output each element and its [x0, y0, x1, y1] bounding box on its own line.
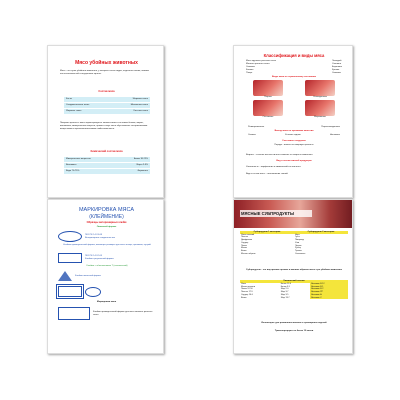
stamp-sample-triangle [58, 271, 156, 281]
table-cell: Сердце 16.0 [241, 293, 253, 296]
state-title: Виды мяса по термическому состоянию [272, 76, 316, 78]
meat-photo-label: Парное [264, 96, 272, 98]
tenderness-title: Состояние тендерное [282, 140, 306, 142]
quality-item: Несвежее [329, 134, 340, 136]
table-cell: Губы [295, 236, 300, 239]
table-cell: Ноги [295, 233, 300, 236]
quality-item: Свежее [248, 134, 256, 136]
meat-photo-label: Мороженое [314, 115, 326, 118]
table-cell: Язык [241, 282, 246, 285]
tenderness-text: Порода - влияет на пищевую ценность [274, 144, 314, 146]
offal-transport-note: Транспортируют не более 12 часов [274, 330, 314, 332]
table-cell: Витамин С [310, 297, 348, 300]
type-item: Конина [246, 68, 254, 71]
table-cell: Печень [241, 236, 249, 239]
chem-row [64, 163, 150, 168]
tissue-table [60, 96, 154, 115]
extra-states [248, 126, 340, 129]
table-cell: Белок 13.4 [280, 282, 292, 285]
meat-photo-row [248, 80, 340, 99]
stamp-sample-rect [58, 253, 156, 263]
tissue-row [64, 103, 150, 108]
types-columns [246, 60, 342, 75]
poster3-caption: Образцы ветеринарных клейм [86, 221, 127, 224]
table-cell: Рубец [295, 247, 301, 250]
meat-photo [305, 100, 335, 116]
poster1-nutrition-text: Пищевая ценность мяса характеризуется количеством и составом белков, жиров, витаминов, минеральных веществ, аромат и вкус мяса обусловлены экстрактивными веществами и органолептическими свойствами мяса. [60, 122, 148, 130]
chem-table [60, 156, 154, 175]
poster-meat-offal [233, 199, 353, 354]
table-cell: Мясная обрезь [241, 252, 256, 255]
table-cell: Язык говяжий [241, 233, 255, 236]
offal-use-note: Используют для розничных мясных и кулинарных изделий [261, 322, 327, 324]
table-cell: Почки 12.50 [241, 288, 253, 291]
tissue-cell: Мышечная ткань [130, 103, 148, 106]
meat-photo [253, 100, 283, 116]
meat-photo-label: Охлажденное [312, 96, 328, 98]
table-cell: Диафрагма [241, 239, 253, 242]
meat-photo-row [248, 100, 340, 119]
footnote-tissue-ratio: Вид и состав мяса - соотношение тканей [246, 173, 288, 175]
chem-cell: Ферменты [137, 169, 148, 172]
stamp-bottom-label: Маркировка мяса [96, 301, 117, 303]
meat-photo [253, 80, 283, 96]
table-row [240, 253, 348, 256]
table-cell: Трахея [295, 250, 302, 253]
types-col-left [246, 60, 276, 75]
poster-meat-classification [233, 45, 353, 198]
table-cell: Почки [241, 244, 247, 247]
poster2-title: Классификация и виды мяса [263, 53, 325, 58]
stamp-line: Ветеринарное свидетельство [85, 236, 116, 239]
table-cell: Жир 2.0 [280, 288, 289, 291]
offal-col-header: Субпродукты 1 категории [253, 231, 281, 233]
poster4-title: МЯСНЫЕ СУБПРОДУКТЫ [240, 210, 312, 217]
offal-category-note: Субпродукты - это внутренние органы и мясные обрезки части туш убойных животных [245, 269, 343, 271]
quality-title: Выход мяса по признакам качества [274, 130, 314, 132]
stamp-blue-line: Клеймо овальной формы [75, 274, 101, 277]
meat-photo-cell [248, 80, 288, 99]
stamp-line: ГБУ РФ 14-12-03 [85, 255, 103, 258]
poster3-title: МАРКИРОВКА МЯСА [78, 207, 135, 213]
chem-cell: Жиры 2-3% [136, 163, 148, 166]
poster-meat-of-slaughter-animals [47, 45, 164, 198]
offal-col-header: Субпродукты 2 категории [307, 231, 335, 233]
type-item: Свинина [332, 71, 341, 74]
table-cell: Витамин В 2 [310, 288, 348, 291]
poster1-intro: Мясо - это туша убойного животного, у которого снята шкура, отделены голова, нижние части конечностей и внутренние органы. [60, 70, 149, 75]
table-cell: Печень 17.9 [241, 291, 253, 294]
rect-stamp-icon [58, 253, 82, 263]
type-item: Лошадей [332, 60, 342, 62]
quality-list [248, 134, 340, 137]
rect-stamp-icon [58, 307, 90, 320]
poster-meat-stamping [47, 199, 164, 354]
chem-cell: Вода 70-75% [66, 169, 80, 172]
chem-row [64, 169, 150, 174]
chem-cell: Витамины [66, 163, 77, 166]
triangle-stamp-icon [58, 271, 72, 281]
offal-table [240, 231, 348, 255]
type-item: Оленина [332, 62, 342, 65]
meat-photo-cell [300, 100, 340, 119]
table-cell: Пищевод [295, 239, 304, 242]
chem-row [64, 157, 150, 162]
type-item: Баранина [332, 65, 342, 68]
table-cell: Вымя [241, 250, 247, 253]
table-cell: Жир 3.7 [280, 291, 289, 294]
table-cell: Витамин А [310, 294, 348, 297]
footnote-age: Возраст - степень жесткости мяса зависит от возраста животного [246, 154, 313, 156]
tissue-row [64, 97, 150, 102]
poster1-chem-title: Химический состав мяса [90, 150, 123, 153]
meat-photo-label: Остывшее [262, 115, 274, 118]
poster1-composition-title: Состав мяса [98, 90, 115, 93]
stamp-line: Клеймо треугольной формы [85, 258, 114, 260]
table-cell: Витамин РР [310, 291, 348, 294]
stamp-sample-bottom [58, 307, 156, 320]
state-label: Переохлажденное [321, 126, 340, 128]
types-col-right [332, 60, 342, 75]
chem-cell: Минеральные вещества [66, 158, 91, 160]
stamp-lines [85, 234, 115, 240]
type-item: Свинина [246, 65, 255, 68]
stamp-sample-oval [58, 231, 156, 242]
type-item: Мелкого рогатого скота [246, 62, 270, 65]
table-cell: Жир 13.7 [280, 296, 290, 299]
quality-item: Условно годное [284, 134, 301, 136]
chem-cell: Белки 18-22% [133, 158, 148, 160]
meat-photo-grid [248, 80, 340, 119]
table-cell: Мозги [241, 247, 247, 250]
footnote-fatness: Упитанность - морфология и химический состав мяса [246, 166, 301, 168]
tissue-cell: Жировая ткань [132, 98, 148, 100]
offal-chem-title: Химический состав [240, 280, 348, 283]
meat-photo-cell [300, 80, 340, 99]
table-cell: Витамин В 1 [310, 286, 348, 289]
type-item: Кролик [332, 68, 340, 71]
meat-photo-cell [248, 100, 288, 119]
tissue-cell: Соединительная ткань [66, 103, 90, 106]
table-cell: Легкие [295, 244, 302, 247]
product-type-line: Вид и состав мясной продукции [276, 160, 312, 162]
tissue-cell: Костная ткань [133, 109, 148, 112]
offal-chem-table [240, 280, 348, 299]
type-item: Птица [246, 71, 253, 74]
table-cell: Витамин В 12 [310, 283, 348, 286]
stamp-lines [85, 255, 114, 261]
table-cell: Уши [295, 241, 300, 244]
table-row [240, 297, 348, 300]
stamp-sample-double [58, 286, 156, 297]
table-cell: Жир 3.5 [280, 293, 289, 296]
stamp-bottom-small: Клеймо прямоугольной формы для мяса мелкого рогатого скота [93, 310, 153, 316]
tissue-cell: Кости [66, 98, 72, 100]
table-cell: Селезенка [295, 252, 306, 255]
stamp-mid-text: Клеймо прямоугольной формы, имеющее размеры для мяса птицы, кроликов, нутрий [63, 244, 151, 246]
meat-photo [305, 80, 335, 96]
rect-stamp-icon [58, 286, 82, 297]
stamp-header: Овальной формы [96, 226, 117, 228]
type-item: Мясо крупного рогатого скота [246, 60, 276, 62]
stamp-green-line: Клеймо с обозначением Т (технический) [86, 265, 128, 267]
table-cell: Мозги говяжьи [241, 285, 256, 288]
tissue-cell: Жировая ткань [66, 109, 82, 112]
oval-stamp-icon [58, 231, 82, 242]
poster3-subtitle: (КЛЕЙМЕНИЕ) [89, 214, 124, 220]
table-cell: Сердце [241, 241, 249, 244]
poster1-title: Мясо убойных животных [75, 60, 138, 66]
table-cell: Белок 9.5 [280, 285, 290, 288]
stamp-line: ГБУ РФ 14-13-08 [85, 233, 103, 236]
oval-stamp-icon [85, 287, 101, 297]
tissue-row [64, 109, 150, 114]
state-label: Размороженное [248, 126, 265, 128]
table-cell: Вымя [241, 296, 247, 299]
